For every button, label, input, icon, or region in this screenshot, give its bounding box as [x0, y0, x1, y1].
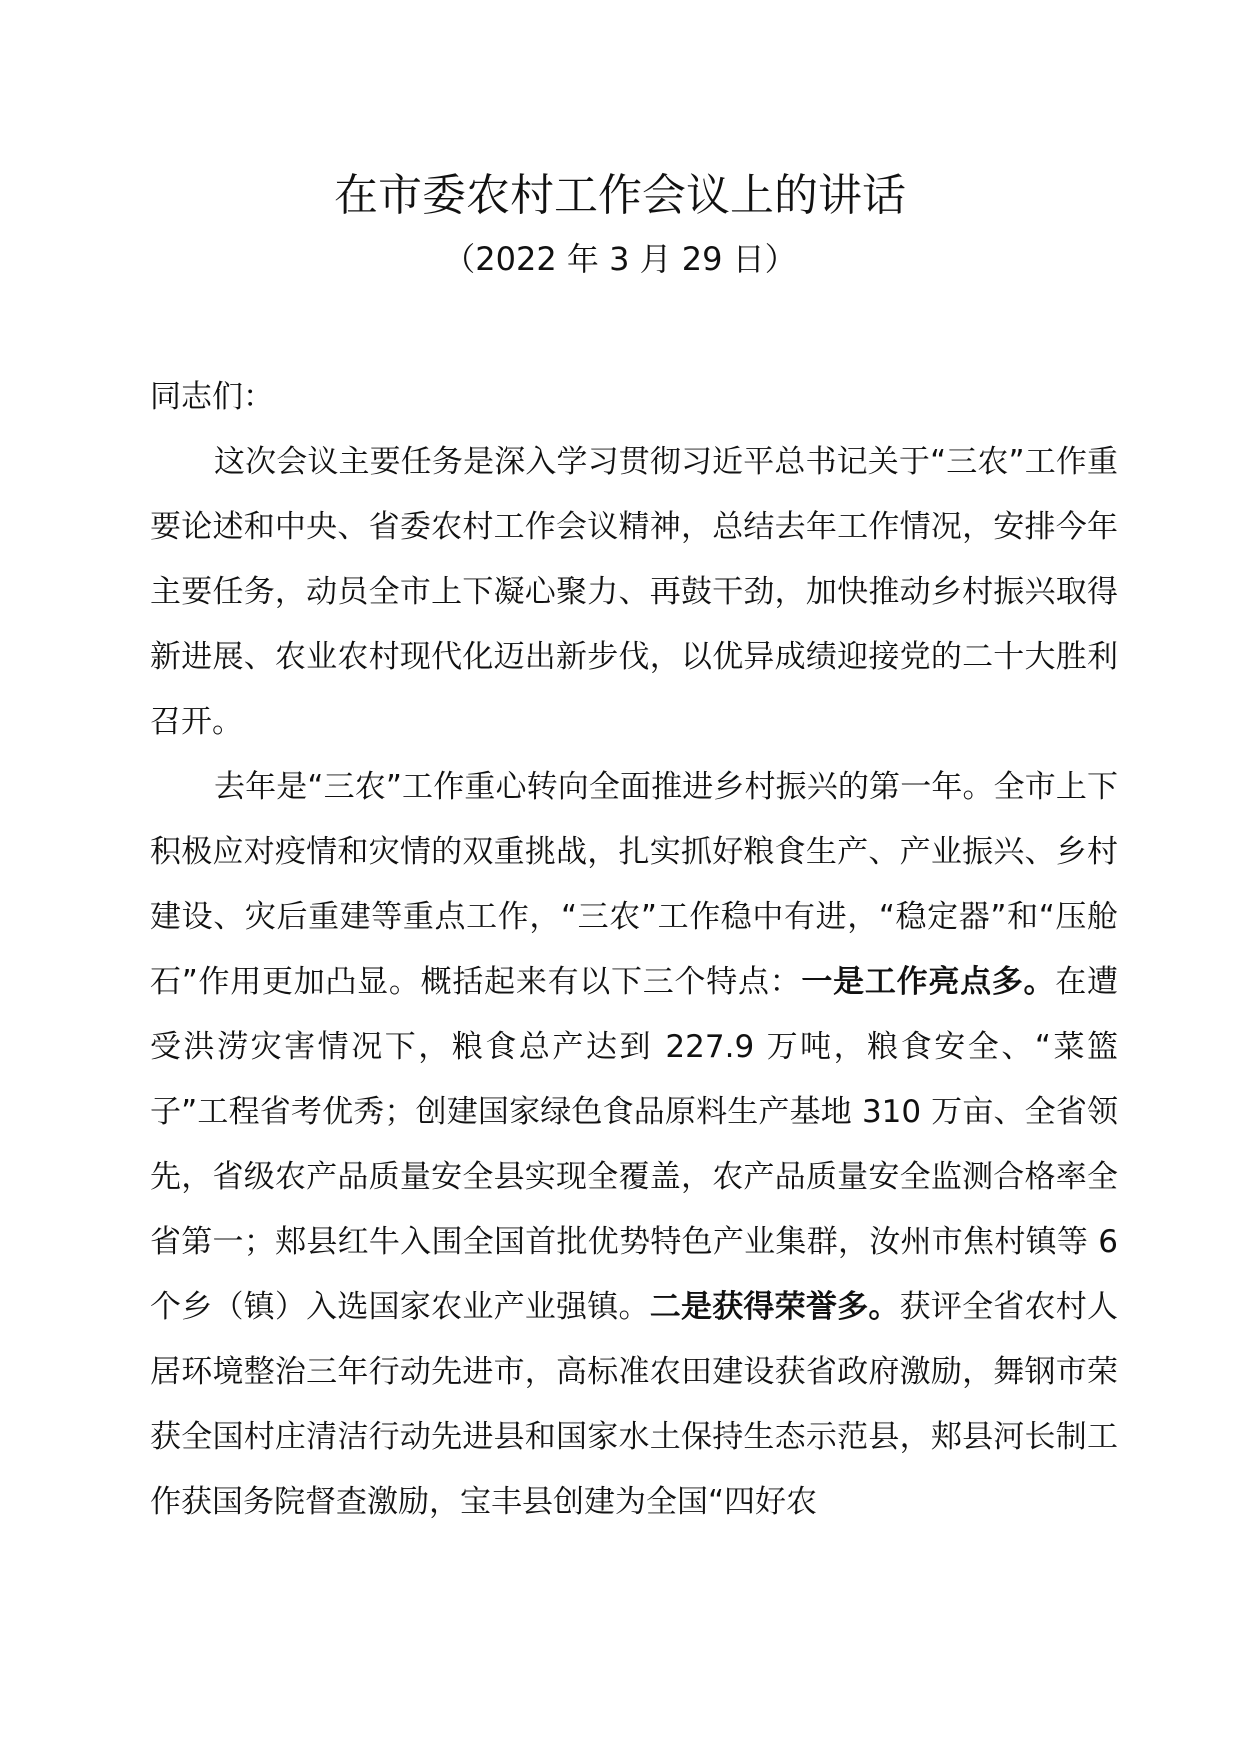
paragraph-1: 这次会议主要任务是深入学习贯彻习近平总书记关于“三农”工作重要论述和中央、省委农村工作会议精神，总结去年工作情况，安排今年主要任务，动员全市上下凝心聚力、再鼓干劲，加快推动乡村振兴取得新进展、农业农村现代化迈出新步伐，以优异成绩迎接党的二十大胜利召开。 [150, 444, 1118, 740]
paragraph-2 [150, 755, 1118, 1535]
highlight-point-1: 一是工作亮点多。 [801, 964, 1056, 1000]
paragraph-2-text-3: 获评全省农村人居环境整治三年行动先进市，高标准农田建设获省政府激励，舞钢市荣获全国村庄清洁行动先进县和国家水土保持生态示范县，郏县河长制工作获国务院督查激励，宝丰县创建为全国“四好农 [150, 1289, 1119, 1520]
paragraph-2-text-1: 去年是“三农”工作重心转向全面推进乡村振兴的第一年。全市上下积极应对疫情和灾情的双重挑战，扎实抓好粮食生产、产业振兴、乡村建设、灾后重建等重点工作，“三农”工作稳中有进，“稳定器”和“压舱石”作用更加凸显。概括起来有以下三个特点： [150, 769, 1118, 1000]
salutation: 同志们： [150, 379, 274, 415]
document-date: （2022 年 3 月 29 日） [443, 240, 797, 278]
document-title: 在市委农村工作会议上的讲话 [334, 170, 906, 221]
paragraph-2-text-2: 在遭受洪涝灾害情况下，粮食总产达到 227.9 万吨，粮食安全、“菜篮子”工程省考优秀；创建国家绿色食品原料生产基地 310 万亩、全省领先，省级农产品质量安全县实现全覆盖，农产品质量安全监测合格率全省第一；郏县红牛入围全国首批优势特色产业集群，汝州市焦村镇等 6 个乡（镇）入选国家农业产业强镇。 [150, 964, 1119, 1325]
highlight-point-2: 二是获得荣誉多。 [649, 1289, 900, 1325]
document-body [150, 365, 1118, 1535]
